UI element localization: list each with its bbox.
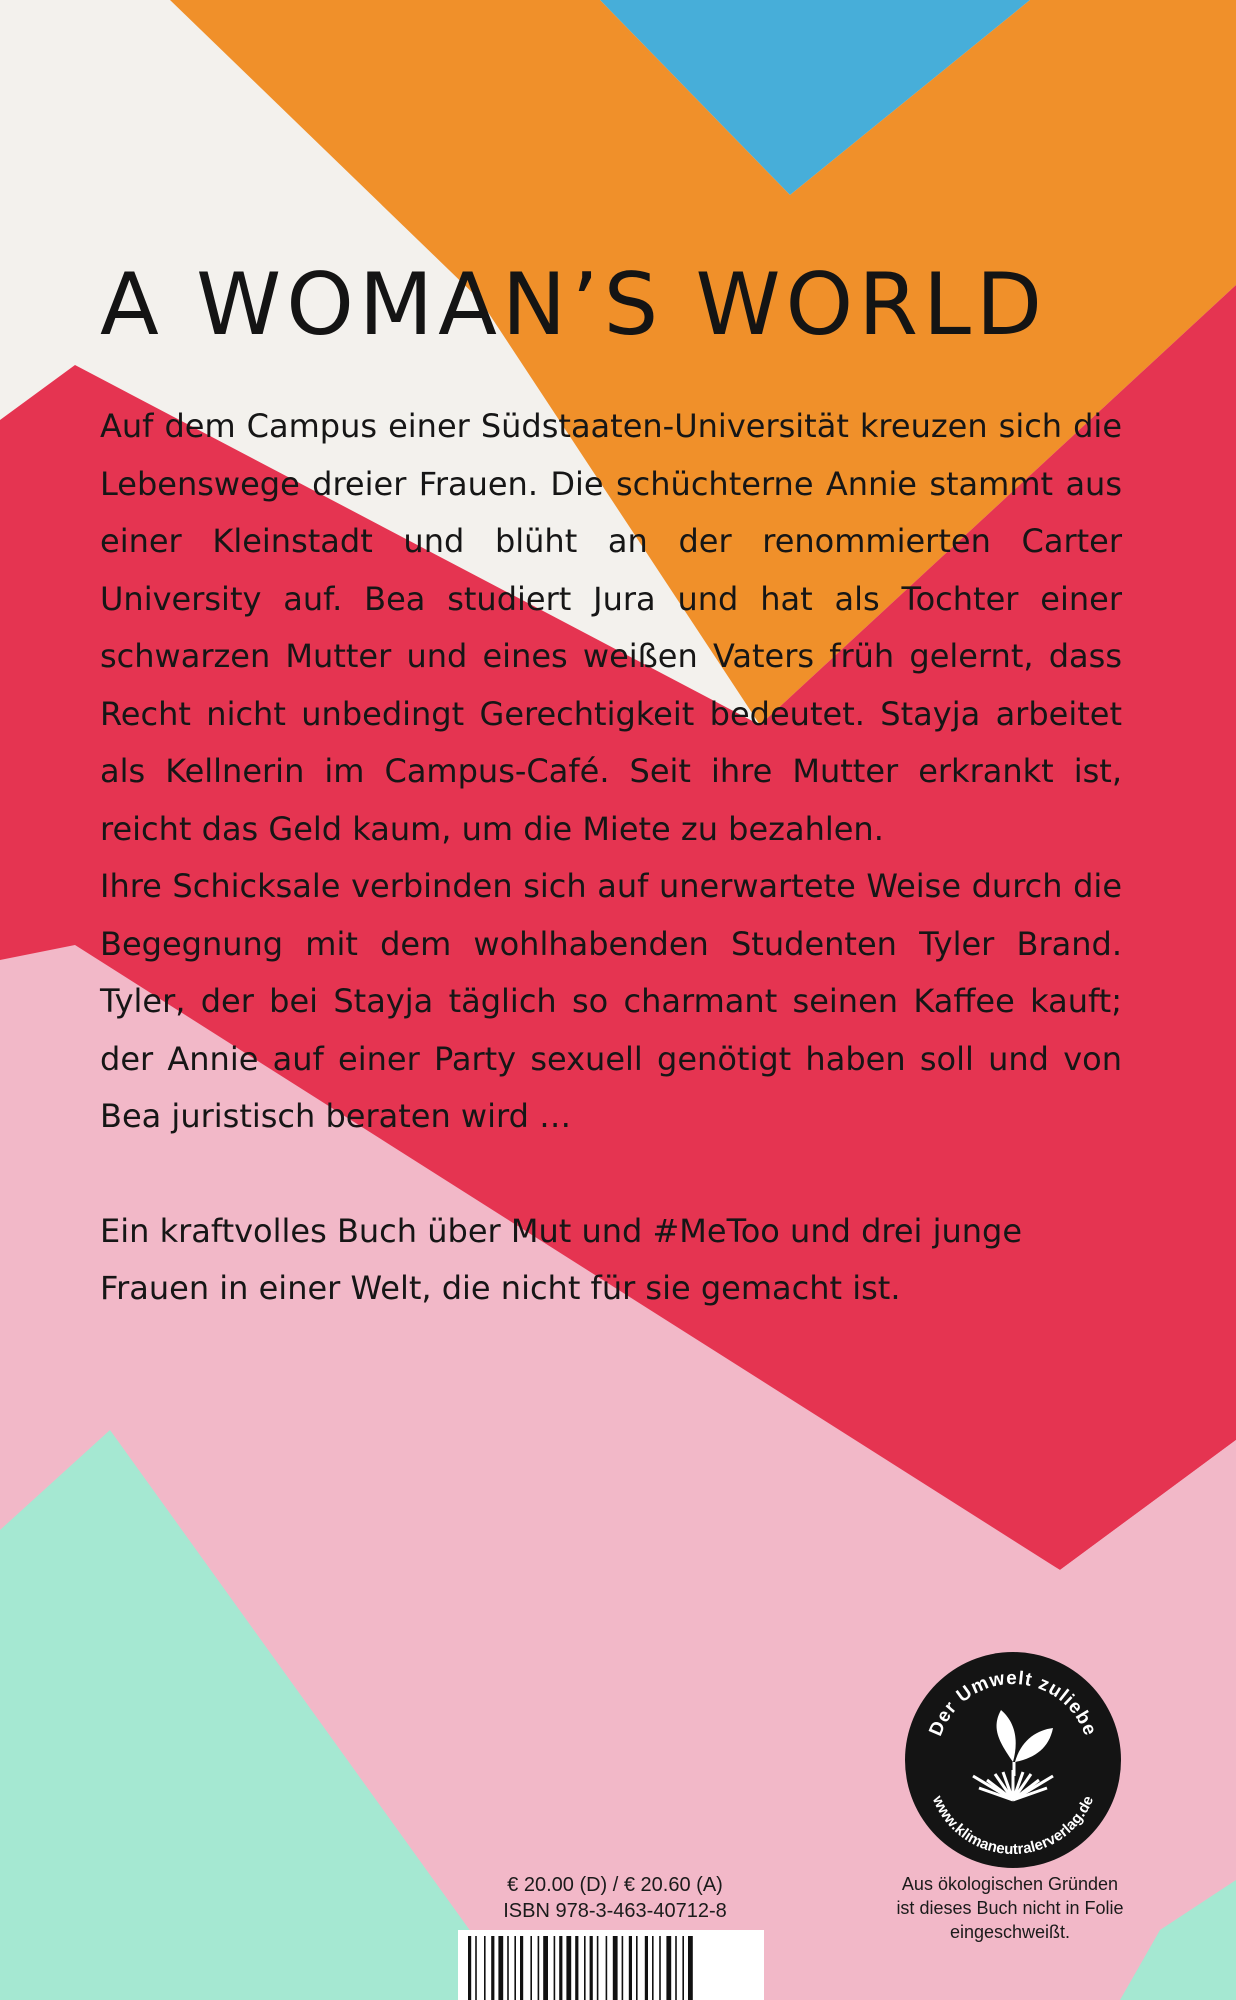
barcode-bar: [590, 1936, 593, 2000]
barcode-bar: [484, 1936, 486, 2000]
eco-note-line-2: ist dieses Buch nicht in Folie: [896, 1898, 1124, 1918]
barcode-bar: [645, 1936, 648, 2000]
barcode-bar: [606, 1936, 608, 2000]
eco-badge-bottom-text: www.klimaneutralerverlag.de: [928, 1793, 1098, 1859]
barcode-bar: [554, 1936, 556, 2000]
barcode-bar: [491, 1936, 494, 2000]
barcode: [458, 1930, 764, 2000]
barcode-bar: [507, 1936, 509, 2000]
barcode-bar: [652, 1936, 654, 2000]
barcode-bar: [613, 1936, 618, 2000]
eco-note: [880, 1872, 1140, 1944]
barcode-bar: [584, 1936, 586, 2000]
barcode-bar: [543, 1936, 548, 2000]
eco-note-line-1: Aus ökologischen Gründen: [901, 1874, 1119, 1894]
barcode-bar: [475, 1936, 477, 2000]
barcode-bar: [688, 1936, 693, 2000]
price-line: € 20.00 (D) / € 20.60 (A): [507, 1874, 723, 1896]
eco-badge: [903, 1650, 1123, 1870]
blurb-text: [100, 398, 1122, 1318]
barcode-bar: [498, 1936, 503, 2000]
barcode-bar: [636, 1936, 638, 2000]
barcode-bar: [538, 1936, 540, 2000]
barcode-bar: [597, 1936, 599, 2000]
barcode-bar: [675, 1936, 677, 2000]
book-title: A WOMAN’S WORLD: [100, 255, 1048, 355]
barcode-bar: [622, 1936, 624, 2000]
barcode-bar: [530, 1936, 532, 2000]
blurb-paragraph-1: Auf dem Campus einer Südstaaten-Universität kreuzen sich die Lebenswege dreier Frauen. Die schüchterne Annie stammt aus einer Kleinstadt und blüht an der renommierten Carter University auf. Bea studiert Jura und hat als Tochter einer schwarzen Mutter und eines weißen Vaters früh gelernt, dass Recht nicht unbedingt Gerechtigkeit bedeutet. Stayja arbeitet als Kellnerin im Campus-Café. Seit ihre Mutter erkrankt ist, reicht das Geld kaum, um die Miete zu bezahlen.: [100, 407, 1122, 848]
barcode-bar: [682, 1936, 684, 2000]
price-info: [470, 1872, 760, 1924]
eco-badge-top-text: Der Umwelt zuliebe: [925, 1667, 1101, 1740]
barcode-bar: [468, 1936, 471, 2000]
eco-note-line-3: eingeschweißt.: [949, 1922, 1071, 1942]
blurb-paragraph-2: Ihre Schicksale verbinden sich auf unerwartete Weise durch die Begegnung mit dem wohlhabenden Studenten Tyler Brand. Tyler, der bei Stayja täglich so charmant seinen Kaffee kauft; der Annie auf einer Party sexuell genötigt haben soll und von Bea juristisch beraten wird …: [100, 867, 1122, 1135]
barcode-bar: [659, 1936, 661, 2000]
barcode-bar: [520, 1936, 523, 2000]
barcode-bar: [575, 1936, 578, 2000]
barcode-bar: [629, 1936, 632, 2000]
barcode-bar: [514, 1936, 516, 2000]
blurb-tagline: Ein kraftvolles Buch über Mut und #MeToo und drei junge Frauen in einer Welt, die nicht für sie gemacht ist.: [100, 1211, 1023, 1307]
barcode-bar: [666, 1936, 671, 2000]
barcode-bar: [566, 1936, 571, 2000]
barcode-bar: [559, 1936, 562, 2000]
isbn-line: ISBN 978-3-463-40712-8: [503, 1900, 727, 1922]
